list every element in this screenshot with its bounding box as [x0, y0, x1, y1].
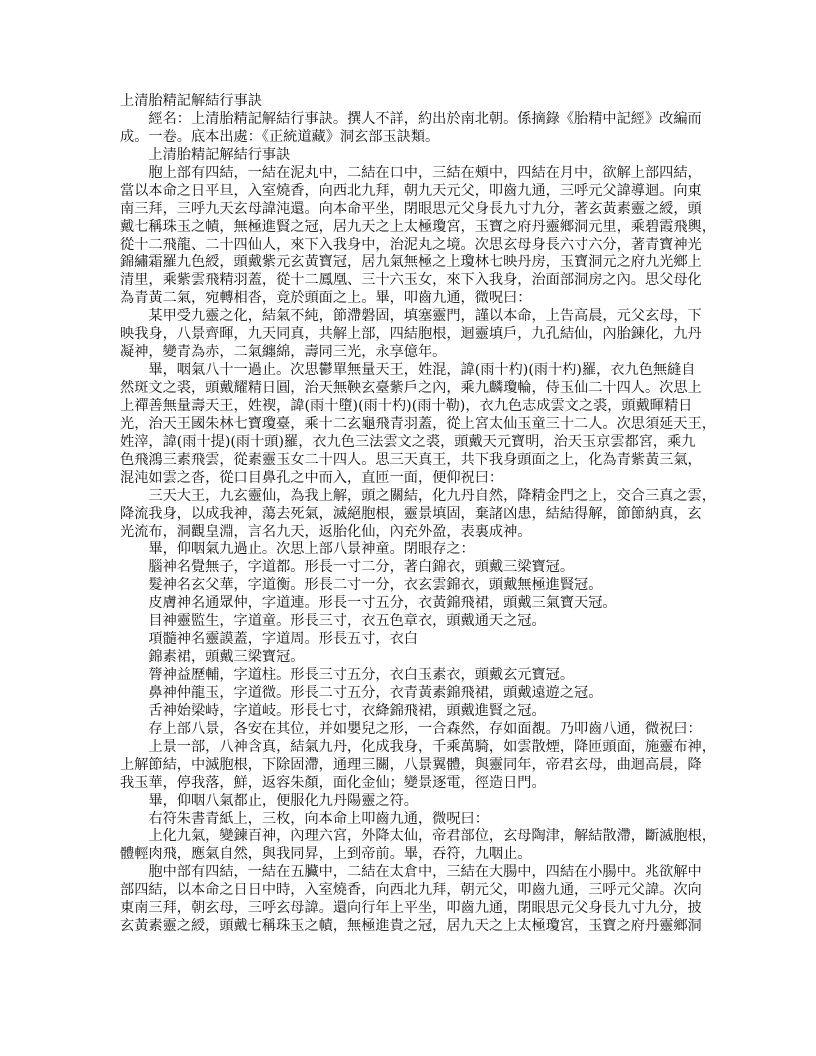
text-line: 上禪善無量壽天王，姓褉，諱(雨十墮)(雨十杓)(雨十勒)，衣九色志成雲文之裘，頭戴暉精日	[120, 397, 693, 414]
text-line: 上化九氣，變鍊百神，內理六宮，外降太仙，帝君部位，玄母陶津，解結散滯，斷滅胞根，	[120, 828, 716, 845]
text-line: 髮神名玄父華，字道衡。形長二寸一分，衣玄雲錦衣，頭戴無極進賢冠。	[120, 577, 603, 594]
text-line: 右符朱書青紙上，三枚，向本命上叩齒九通，微呪曰：	[120, 810, 489, 827]
text-line: 膂神益歷輔，字道柱。形長三寸五分，衣白玉素衣，頭戴玄元寶冠。	[120, 667, 575, 683]
text-line: 胞上部有四結，一結在泥丸中，二結在口中，三結在頰中，四結在月中，欲解上部四結，	[120, 164, 702, 181]
text-line: 然斑文之裘，頭戴耀精日圓，治天無鞅玄臺紫戶之內，乘九麟瓊輪，侍玉仙二十四人。次思上	[120, 380, 702, 396]
text-line: 色飛鴻三素飛雲，從素靈玉女二十四人。思三天真王，共下我身頭面之上，化為青紫黃三氣，	[120, 451, 702, 468]
text-line: 成。一卷。底本出處：《正統道藏》洞玄部玉訣類。	[120, 128, 440, 145]
text-line: 東南三拜，朝玄母，三呼玄母諱。還向行年上平坐，叩齒九通，閉眼思元父身長九寸九分，披	[120, 900, 702, 917]
text-line: 某甲受九靈之化，結氣不純，節滯磐固，填塞靈門，謹以本命，上告高晨，元父玄母，下	[120, 308, 702, 325]
text-line: 畢，咽氣八十一過止。次思鬱單無量天王，姓混，諱(雨十杓)(雨十杓)羅，衣九色無縫自	[120, 362, 696, 379]
text-line: 降流我身，以成我神，蕩去死氣，滅絕胞根，靈景填固，棄諸凶患，結結得解，節節納真，玄	[120, 505, 702, 522]
text-line: 光，治天王國朱林七寶瓊臺，乘十二玄龜飛青羽蓋，從上宮太仙玉童三十二人。次思須延天王，	[120, 415, 716, 432]
text-line: 姓滓，諱(雨十提)(雨十頭)羅，衣九色三法雲文之裘，頭戴天元寶明，治天玉京雲都宮，乘九	[120, 433, 696, 450]
text-line: 胞中部有四結，一結在五臟中，二結在太倉中，三結在大腸中，四結在小腸中。兆欲解中	[120, 864, 702, 881]
text-line: 畢，仰咽氣九過止。次思上部八景神童。閉眼存之：	[120, 541, 475, 558]
text-line: 錦素裙，頭戴三梁寶冠。	[120, 649, 305, 666]
text-line: 錦繡霜羅九色綬，頭戴紫元玄黃寶冠，居九氣無極之上瓊林七映丹房，玉寶洞元之府九光鄉上	[120, 254, 702, 271]
text-line: 皮膚神名通眾仲，字道連。形長一寸五分，衣黃錦飛裙，頭戴三氣寶天冠。	[120, 595, 617, 612]
text-line: 凝神，變青為赤，二氣纏綿，壽同三光，永享億年。	[120, 344, 447, 361]
text-line: 舌神始梁峙，字道岐。形長七寸，衣絳錦飛裙，頭戴進賢之冠。	[120, 702, 546, 719]
section-heading: 上清胎精記解結行事訣	[120, 146, 291, 163]
text-line: 腦神名覺無子，字道都。形長一寸二分，著白錦衣，頭戴三梁寶冠。	[120, 559, 575, 576]
text-line: 項髓神名靈謨蓋，字道周。形長五寸，衣白	[120, 631, 418, 648]
text-line: 混沌如雲之沓，從口目鼻孔之中而入，直匝一面，便仰祝曰：	[120, 469, 504, 486]
text-line: 為青黃二氣，宛轉相沓，竟於頭面之上。畢，叩齒九通，微呪曰：	[120, 290, 532, 307]
text-line: 南三拜，三呼九天玄母諱沌還。向本命平坐，閉眼思元父身長九寸九分，著玄黃素靈之綬，頭	[120, 200, 702, 217]
text-line: 上解節結，中滅胞根，下除固滯，通理三關，八景翼體，與靈同年，帝君玄母，曲迴高晨，降	[120, 756, 702, 773]
text-line: 光流布，洞觀皇淵，言名九天，返胎化仙，內充外盈，表裏成神。	[120, 523, 532, 540]
text-line: 戴七稱珠玉之幘，無極進賢之冠，居九天之上太極瓊宮，玉寶之府丹靈鄉洞元里，乘碧霞飛輿，	[120, 218, 716, 235]
text-line: 畢，仰咽八氣都止，便服化九丹陽靈之符。	[120, 792, 418, 809]
document-page	[120, 93, 720, 936]
text-line: 存上部八景，各安在其位，并如嬰兒之形，一合森然，存如面覩。乃叩齒八通，微祝曰：	[120, 720, 702, 737]
text-line: 我玉華，停我落，鮮，返容朱顏，面化金仙；變景逐電，徑造日門。	[120, 774, 546, 791]
text-line: 體輕肉飛，應氣自然，與我同昇，上到帝前。畢，吞符，九咽止。	[120, 846, 532, 863]
text-line: 從十二飛龍、二十四仙人，來下入我身中，治泥丸之境。次思玄母身長六寸六分，著青寶神光	[120, 236, 702, 253]
text-line: 三天大王，九玄靈仙，為我上解，頭之關結，化九丹自然，降精金門之上，交合三真之雲，	[120, 487, 716, 504]
text-line: 鼻神仲龍玉，字道微。形長二寸五分，衣青黃素錦飛裙，頭戴遠遊之冠。	[120, 684, 603, 701]
text-line: 部四結，以本命之日日中時，入室燒香，向西北九拜，朝元父，叩齒九通，三呼元父諱。次向	[120, 882, 702, 899]
text-line: 目神靈監生，字道童。形長三寸，衣五色章衣，頭戴通天之冠。	[120, 613, 546, 630]
text-line: 當以本命之日平旦，入室燒香，向西北九拜，朝九天元父，叩齒九通，三呼元父諱導迴。向東	[120, 182, 702, 199]
text-line: 玄黃素靈之綬，頭戴七稱珠玉之幘，無極進貴之冠，居九天之上太極瓊宮，玉寶之府丹靈鄉洞	[120, 918, 702, 935]
document-title: 上清胎精記解結行事訣	[120, 93, 262, 109]
text-line: 清里，乘紫雲飛精羽蓋，從十二鳳凰、三十六玉女，來下入我身，治面部洞房之內。思父母化	[120, 272, 702, 289]
text-line: 經名：上清胎精記解結行事訣。撰人不詳，約出於南北朝。係摘錄《胎精中記經》改編而	[120, 110, 702, 127]
text-line: 上景一部，八神含真，結氣九丹，化成我身，千乘萬騎，如雲散煙，降匝頭面，施靈布神，	[120, 738, 716, 755]
text-line: 映我身，八景齊暉，九天同真，共解上部，四結胞根，迴靈填戶，九孔結仙，內胎鍊化，九丹	[120, 326, 702, 343]
